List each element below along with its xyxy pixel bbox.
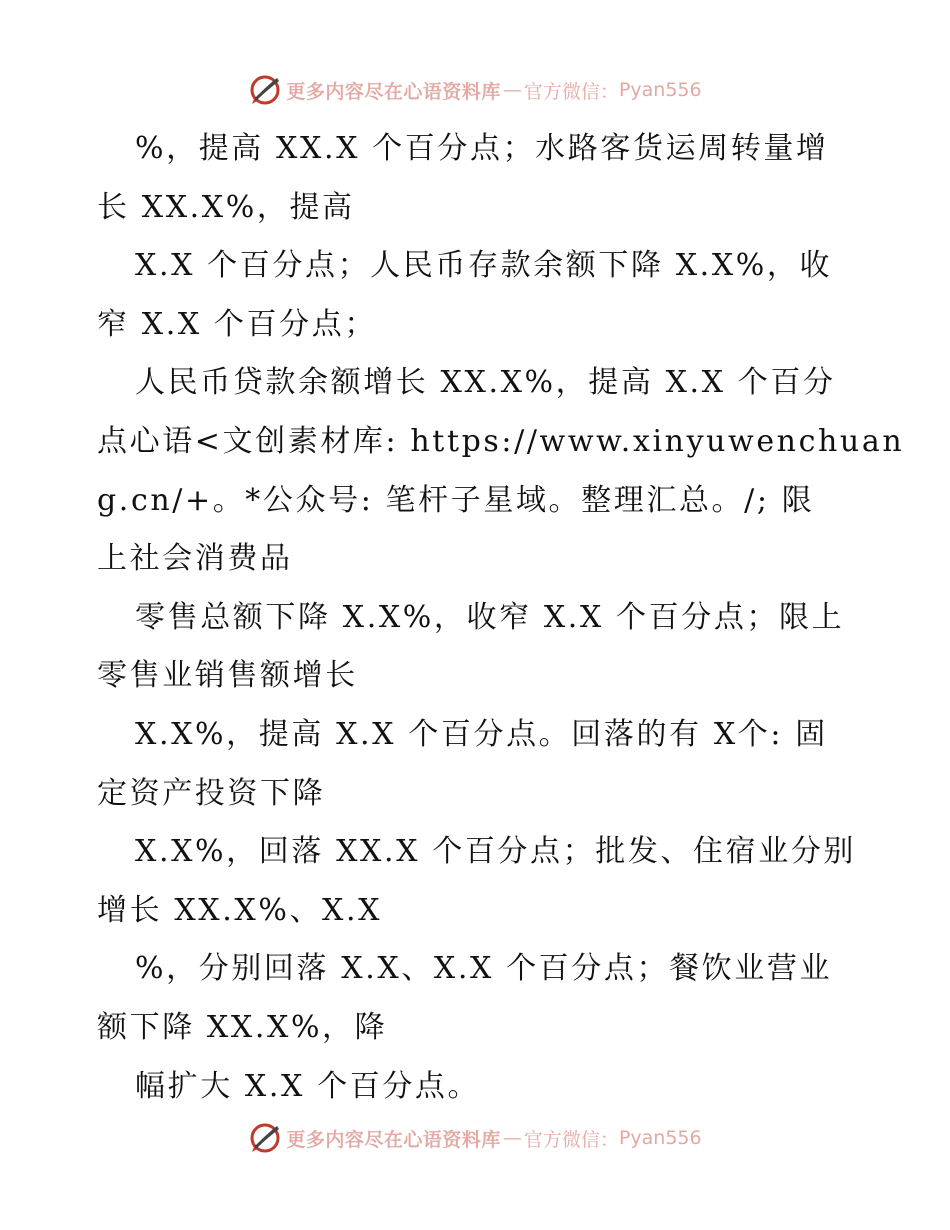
text-line: %，提高 XX.X 个百分点；水路客货运周转量增 <box>135 131 829 166</box>
text-line: X.X%，回落 XX.X 个百分点；批发、住宿业分别 <box>135 834 857 870</box>
text-line: 幅扩大 X.X 个百分点。 <box>135 1068 481 1104</box>
document-body <box>97 120 905 1116</box>
footer-banner <box>0 1118 950 1158</box>
text-line: 窄 X.X 个百分点； <box>97 306 377 342</box>
text-line: %，分别回落 X.X、X.X 个百分点；餐饮业营业 <box>135 951 833 987</box>
banner-text: 更多内容尽在心语资料库 <box>286 80 501 103</box>
banner-text: 更多内容尽在心语资料库 <box>286 1128 501 1151</box>
text-line: 零售总额下降 X.X%，收窄 X.X 个百分点；限上 <box>135 599 845 635</box>
text-line: g.cn/+。*公众号: 笔杆子星域。整理汇总。/; 限 <box>97 482 815 518</box>
banner-wechat-label: 官方微信： <box>523 1128 619 1151</box>
banner-wechat-id: Pyan556 <box>618 79 702 101</box>
banner-wechat-label: 官方微信： <box>523 80 619 103</box>
text-line: 点心语<文创素材库: https://www.xinyuwenchuan <box>97 423 905 459</box>
text-line: 上社会消费品 <box>97 541 293 577</box>
pen-logo-icon <box>248 1121 282 1155</box>
text-line: 定资产投资下降 <box>97 775 326 811</box>
text-line: X.X%，提高 X.X 个百分点。回落的有 X个: 固 <box>135 716 828 752</box>
text-line: 额下降 XX.X%，降 <box>97 1009 388 1045</box>
text-line: 人民币贷款余额增长 XX.X%，提高 X.X 个百分 <box>135 365 836 401</box>
text-line: 增长 XX.X%、X.X <box>97 892 383 928</box>
text-line: 零售业销售额增长 <box>97 658 358 694</box>
banner-dash: — <box>502 79 522 101</box>
header-banner <box>0 70 950 110</box>
text-line: X.X 个百分点；人民币存款余额下降 X.X%，收 <box>135 248 833 284</box>
text-line: 长 XX.X%，提高 <box>97 189 355 225</box>
banner-wechat-id: Pyan556 <box>618 1127 702 1149</box>
banner-dash: — <box>502 1127 522 1149</box>
pen-logo-icon <box>248 73 282 107</box>
